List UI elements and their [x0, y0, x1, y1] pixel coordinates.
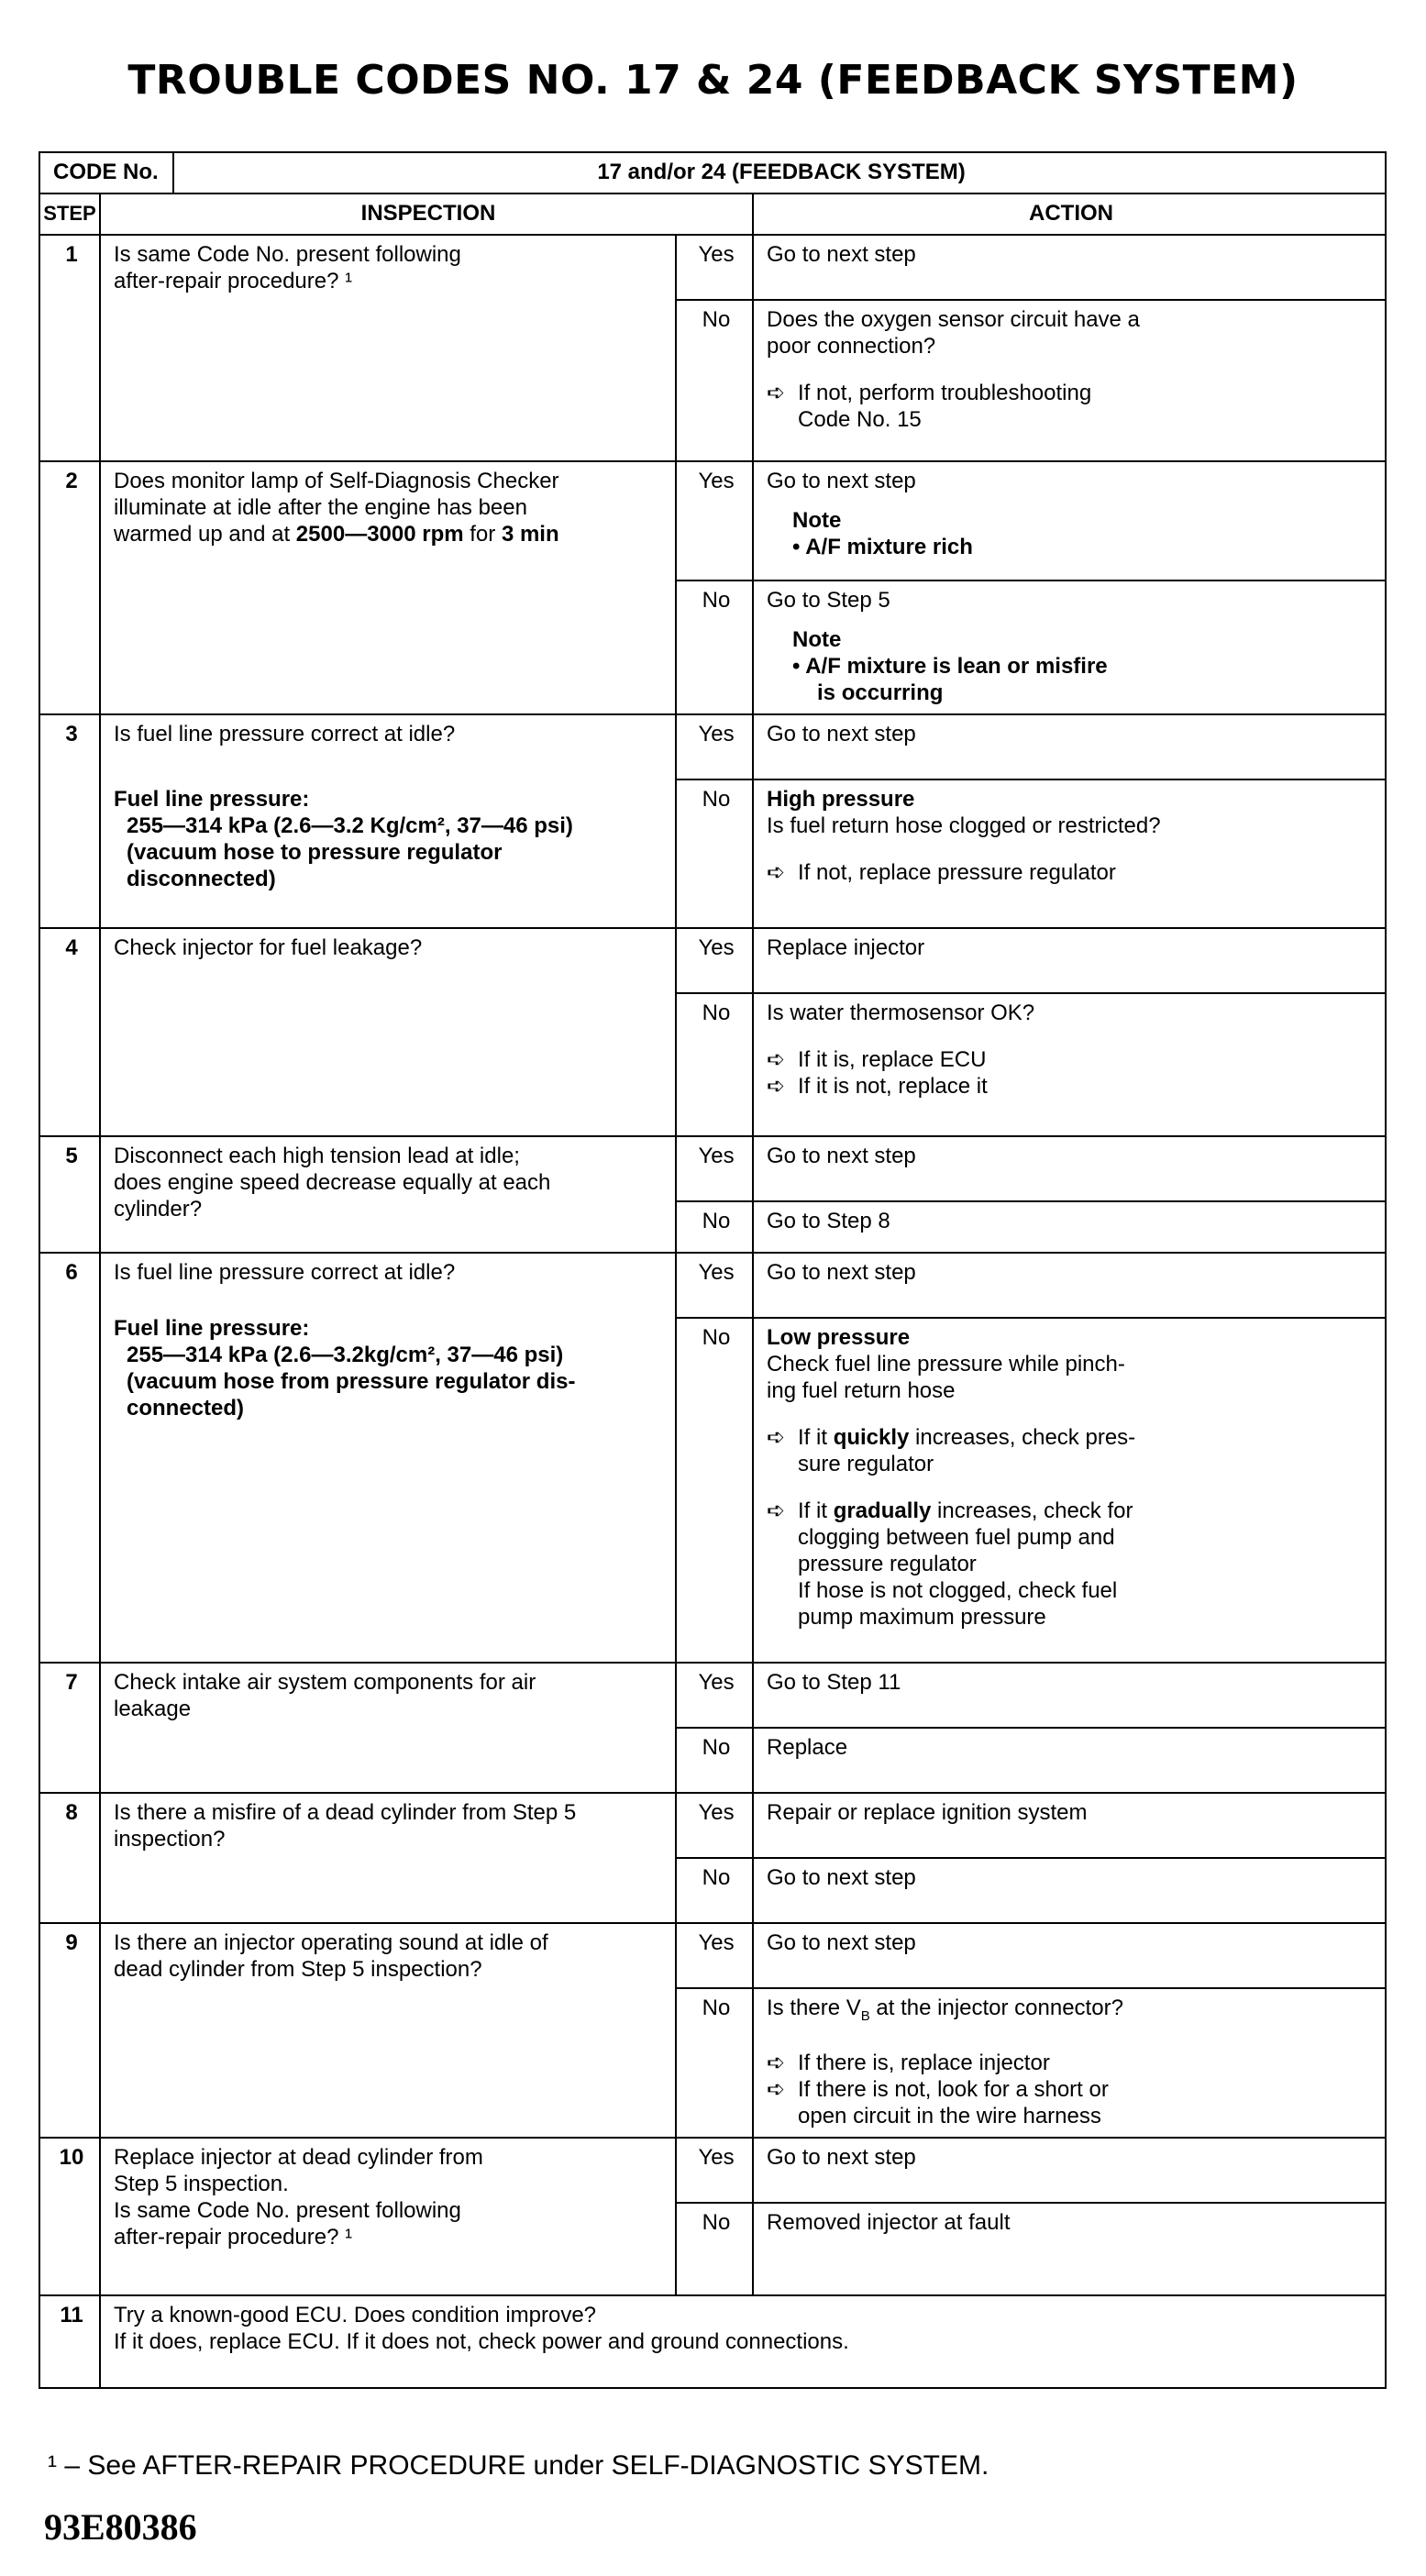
table-row	[39, 235, 1386, 300]
action-text: B	[860, 2007, 870, 2024]
yes-label: Yes	[676, 2138, 753, 2203]
code-label: CODE No.	[39, 152, 173, 193]
no-label: No	[676, 2203, 753, 2295]
action-text: Is there V	[767, 1996, 861, 2020]
action-text: increases, check for	[931, 1498, 1133, 1523]
inspection-text: Is same Code No. present following	[114, 242, 461, 267]
action-text: High pressure	[767, 787, 915, 812]
inspection-cell	[100, 1923, 676, 2138]
action-no: Go to Step 8	[753, 1201, 1386, 1253]
yes-label: Yes	[676, 1663, 753, 1728]
table-row	[39, 1923, 1386, 1988]
no-label: No	[676, 1201, 753, 1253]
step-number: 4	[39, 928, 100, 1136]
inspection-text: dead cylinder from Step 5 inspection?	[114, 1957, 482, 1982]
note-text: A/F mixture is lean or misfire	[805, 654, 1108, 679]
no-label: No	[676, 1728, 753, 1793]
yes-label: Yes	[676, 1793, 753, 1858]
inspection-text: Disconnect each high tension lead at idle;	[114, 1144, 520, 1168]
action-text: Is fuel return hose clogged or restricted?	[767, 813, 1161, 838]
action-text: Check fuel line pressure while pinch-	[767, 1352, 1125, 1376]
inspection-cell	[100, 235, 676, 461]
inspection-text: after-repair procedure? ¹	[114, 269, 353, 293]
action-yes: Go to next step	[753, 1923, 1386, 1988]
inspection-text: Is there a misfire of a dead cylinder from Step 5	[114, 1800, 577, 1825]
step-number: 5	[39, 1136, 100, 1253]
action-text: pressure regulator	[798, 1552, 977, 1576]
step-header: STEP	[39, 193, 100, 235]
inspection-text: does engine speed decrease equally at each	[114, 1170, 551, 1195]
table-row	[39, 1663, 1386, 1728]
step-number: 1	[39, 235, 100, 461]
note-text: A/F mixture rich	[805, 535, 973, 559]
inspection-text: cylinder?	[114, 1197, 203, 1222]
inspection-text: Fuel line pressure:	[114, 787, 310, 812]
no-label: No	[676, 1988, 753, 2138]
action-no	[753, 1988, 1386, 2138]
action-text: If not, replace pressure regulator	[798, 860, 1116, 885]
yes-label: Yes	[676, 461, 753, 580]
no-label: No	[676, 580, 753, 714]
action-text: sure regulator	[798, 1452, 934, 1476]
action-text: If hose is not clogged, check fuel	[798, 1578, 1118, 1603]
inspection-text: Is fuel line pressure correct at idle?	[114, 722, 456, 746]
arrow-right-icon: ➪	[767, 860, 786, 885]
inspection-header: INSPECTION	[100, 193, 753, 235]
action-text: If it is, replace ECU	[798, 1047, 987, 1072]
action-header: ACTION	[753, 193, 1386, 235]
inspection-text: (vacuum hose to pressure regulator	[127, 840, 503, 865]
action-yes: Repair or replace ignition system	[753, 1793, 1386, 1858]
inspection-text: Replace injector at dead cylinder from	[114, 2144, 483, 2170]
inspection-text: illuminate at idle after the engine has been	[114, 495, 527, 520]
no-label: No	[676, 300, 753, 461]
step-number: 6	[39, 1253, 100, 1663]
action-text: clogging between fuel pump and	[798, 1525, 1115, 1550]
action-text: Go to Step 5	[767, 588, 890, 613]
action-text: gradually	[833, 1498, 932, 1523]
no-label: No	[676, 993, 753, 1136]
arrow-right-icon: ➪	[767, 1425, 786, 1450]
arrow-right-icon: ➪	[767, 2076, 786, 2102]
no-label: No	[676, 779, 753, 928]
step-number: 11	[39, 2295, 100, 2388]
step-number: 8	[39, 1793, 100, 1923]
inspection-text: 2500—3000 rpm	[295, 522, 464, 547]
inspection-text: Does monitor lamp of Self-Diagnosis Checker	[114, 469, 559, 493]
inspection-text: If it does, replace ECU. If it does not, check power and ground connections.	[114, 2328, 849, 2354]
table-row	[39, 461, 1386, 580]
step-number: 2	[39, 461, 100, 714]
inspection-text: Try a known-good ECU. Does condition improve?	[114, 2302, 597, 2327]
no-label: No	[676, 1318, 753, 1663]
arrow-right-icon: ➪	[767, 1074, 786, 1099]
inspection-text: (vacuum hose from pressure regulator dis-	[127, 1369, 576, 1394]
inspection-text: connected)	[127, 1396, 245, 1421]
table-row	[39, 1793, 1386, 1858]
action-text: at the injector connector?	[869, 1996, 1123, 2020]
yes-label: Yes	[676, 1136, 753, 1201]
yes-label: Yes	[676, 235, 753, 300]
inspection-text: Fuel line pressure:	[114, 1316, 310, 1341]
action-text: If it	[798, 1498, 834, 1523]
action-yes: Go to next step	[753, 1136, 1386, 1201]
table-row	[39, 714, 1386, 779]
action-text: Code No. 15	[798, 407, 922, 432]
action-text: Does the oxygen sensor circuit have a	[767, 307, 1140, 332]
action-text: If it is not, replace it	[798, 1074, 988, 1099]
arrow-right-icon: ➪	[767, 1498, 786, 1523]
action-no	[753, 580, 1386, 714]
inspection-cell	[100, 1136, 676, 1253]
action-text: increases, check pres-	[909, 1425, 1136, 1450]
step-number: 3	[39, 714, 100, 928]
inspection-cell	[100, 1793, 676, 1923]
action-text: poor connection?	[767, 334, 936, 359]
inspection-text: Is fuel line pressure correct at idle?	[114, 1260, 456, 1285]
note-label: Note	[792, 508, 842, 533]
action-text: pump maximum pressure	[798, 1605, 1046, 1630]
action-yes: Go to next step	[753, 235, 1386, 300]
action-text: If it	[798, 1425, 834, 1450]
inspection-cell	[100, 2138, 676, 2295]
action-yes: Replace injector	[753, 928, 1386, 993]
inspection-cell	[100, 461, 676, 714]
yes-label: Yes	[676, 1253, 753, 1318]
inspection-text: Is same Code No. present following	[114, 2197, 461, 2223]
action-text: If there is, replace injector	[798, 2050, 1050, 2075]
action-no	[753, 993, 1386, 1136]
step-number: 10	[39, 2138, 100, 2295]
note-label: Note	[792, 627, 842, 652]
inspection-text: 255—314 kPa (2.6—3.2kg/cm², 37—46 psi)	[127, 1343, 564, 1367]
inspection-cell	[100, 2295, 1386, 2388]
action-yes: Go to next step	[753, 1253, 1386, 1318]
no-label: No	[676, 1858, 753, 1923]
trouble-code-table	[39, 151, 1387, 2389]
step-number: 7	[39, 1663, 100, 1793]
yes-label: Yes	[676, 1923, 753, 1988]
bullet-icon: •	[792, 535, 801, 559]
step-number: 9	[39, 1923, 100, 2138]
table-row	[39, 1253, 1386, 1318]
document-id: 93E80386	[44, 2506, 197, 2548]
inspection-text: Step 5 inspection.	[114, 2171, 289, 2196]
inspection-text: Is there an injector operating sound at idle of	[114, 1930, 548, 1955]
inspection-text: 255—314 kPa (2.6—3.2 Kg/cm², 37—46 psi)	[127, 813, 573, 838]
table-row	[39, 2138, 1386, 2203]
header-row	[39, 193, 1386, 235]
inspection-text: 3 min	[501, 522, 559, 547]
action-text: Low pressure	[767, 1325, 911, 1350]
yes-label: Yes	[676, 928, 753, 993]
inspection-text: Check intake air system components for air	[114, 1670, 536, 1695]
action-text: quickly	[833, 1425, 910, 1450]
note-text: is occurring	[817, 680, 944, 705]
table-row	[39, 2295, 1386, 2388]
action-yes: Go to Step 11	[753, 1663, 1386, 1728]
action-yes	[753, 461, 1386, 580]
action-text: open circuit in the wire harness	[798, 2103, 1101, 2128]
code-row	[39, 152, 1386, 193]
inspection-text: warmed up and at	[114, 522, 296, 547]
footnote: ¹ – See AFTER-REPAIR PROCEDURE under SELF-DIAGNOSTIC SYSTEM.	[48, 2450, 989, 2481]
inspection-text: after-repair procedure? ¹	[114, 2224, 353, 2250]
inspection-text: disconnected)	[127, 867, 276, 891]
inspection-cell	[100, 1663, 676, 1793]
action-yes: Go to next step	[753, 714, 1386, 779]
bullet-icon: •	[792, 654, 801, 679]
inspection-text: for	[463, 522, 502, 547]
action-no: Replace	[753, 1728, 1386, 1793]
action-no	[753, 300, 1386, 461]
action-text: ing fuel return hose	[767, 1378, 956, 1403]
table-row	[39, 1136, 1386, 1201]
arrow-right-icon: ➪	[767, 381, 786, 405]
inspection-text: leakage	[114, 1697, 192, 1721]
code-value: 17 and/or 24 (FEEDBACK SYSTEM)	[173, 152, 1386, 193]
inspection-cell: Check injector for fuel leakage?	[100, 928, 676, 1136]
table-row	[39, 928, 1386, 993]
action-text: If there is not, look for a short or	[798, 2076, 1109, 2102]
action-text: If not, perform troubleshooting	[798, 381, 1092, 405]
inspection-cell	[100, 714, 676, 928]
action-no	[753, 779, 1386, 928]
action-text: Is water thermosensor OK?	[767, 1001, 1035, 1025]
page-title: TROUBLE CODES NO. 17 & 24 (FEEDBACK SYSTEM)	[127, 57, 1299, 104]
action-no: Removed injector at fault	[753, 2203, 1386, 2295]
action-no: Go to next step	[753, 1858, 1386, 1923]
action-no	[753, 1318, 1386, 1663]
inspection-text: inspection?	[114, 1827, 226, 1852]
action-text: Go to next step	[767, 469, 916, 493]
arrow-right-icon: ➪	[767, 1047, 786, 1072]
yes-label: Yes	[676, 714, 753, 779]
inspection-cell	[100, 1253, 676, 1663]
action-yes: Go to next step	[753, 2138, 1386, 2203]
arrow-right-icon: ➪	[767, 2050, 786, 2075]
